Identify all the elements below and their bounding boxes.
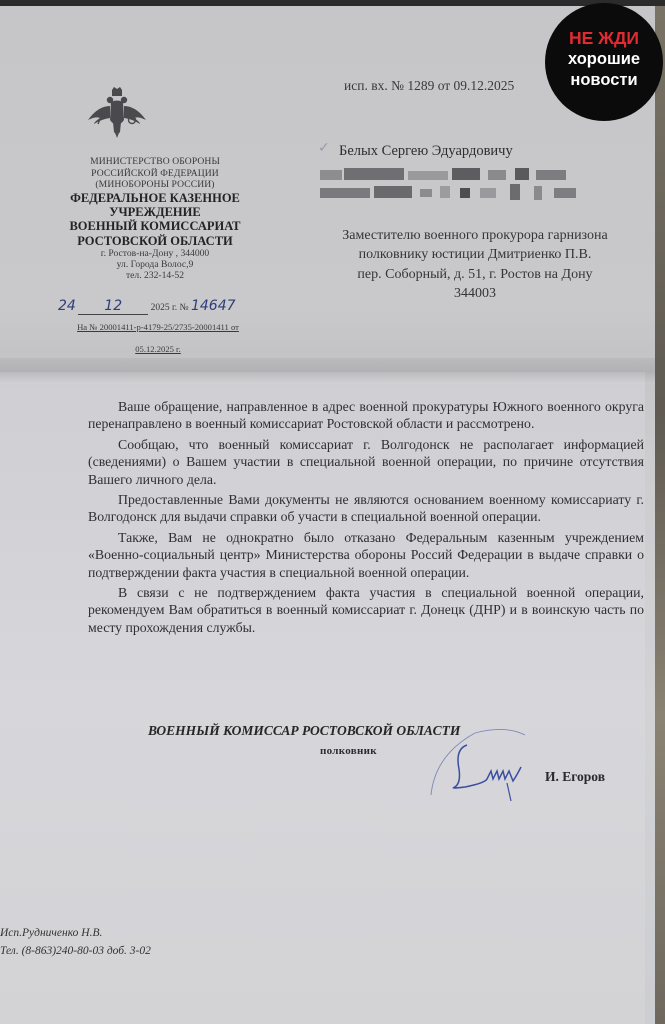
badge-line-1: НЕ ЖДИ — [568, 27, 640, 48]
institution-name-line: РОСТОВСКОЙ ОБЛАСТИ — [77, 233, 233, 248]
body-paragraph: Сообщаю, что военный комиссариат г. Волгодонск не располагает информацией (сведениями) о Вашем участии в специальной военной операции, по причине отсутствия Вашего личного дела. — [88, 436, 644, 487]
outgoing-registration-line — [58, 298, 258, 322]
body-paragraph: Ваше обращение, направленное в адрес военной прокуратуры Южного военного округа перенаправлено в военный комиссариат Ростовской области и рассмотрено. — [88, 399, 644, 432]
registration-day: 24 — [58, 298, 76, 314]
top-edge-shadow — [0, 0, 665, 6]
ministry-name-line: (МИНОБОРОНЫ РОССИИ) — [95, 179, 215, 190]
check-mark-icon: ✓ — [318, 140, 330, 156]
executor-info — [0, 925, 151, 961]
reference-date: 05.12.2025 г. — [135, 344, 181, 354]
news-channel-badge — [545, 3, 663, 121]
double-headed-eagle-emblem-icon — [86, 86, 148, 148]
signatory-name: И. Егоров — [545, 769, 606, 784]
institution-name-line: УЧРЕЖДЕНИЕ — [109, 204, 201, 219]
executor-name: Исп.Рудниченко Н.В. — [0, 927, 103, 939]
institution-name-line: ФЕДЕРАЛЬНОЕ КАЗЕННОЕ — [70, 190, 240, 205]
registration-month: 12 — [104, 298, 123, 314]
recipient-name: Белых Сергею Эдуардовичу — [339, 143, 513, 159]
sender-phone-line: тел. 232-14-52 — [125, 270, 184, 282]
body-paragraph: Также, Вам не однократно было отказано Федеральным казенным учреждением «Военно-социальный центр» Министерства обороны Россий Федерации в выдаче справки о подтверждении факта участия в специальной военной операции. — [88, 529, 644, 580]
badge-line-3: новости — [570, 71, 638, 90]
reference-number: На № 20001411-р-4179-25/2735-20001411 от — [77, 322, 239, 332]
signatory-rank: полковник — [320, 745, 377, 757]
executor-phone: Тел. (8-863)240-80-03 доб. 3-02 — [0, 944, 151, 957]
redacted-recipient-address — [320, 168, 600, 208]
addressee-postcode: 344003 — [454, 285, 496, 301]
ministry-name-line: РОССИЙСКОЙ ФЕДЕРАЦИИ — [91, 167, 219, 179]
registration-month-field — [78, 298, 148, 315]
addressee-block — [290, 226, 660, 303]
sender-letterhead — [42, 156, 268, 281]
sender-address-line: г. Ростов-на-Дону , 344000 — [100, 248, 210, 259]
signatory-title: ВОЕННЫЙ КОМИССАР РОСТОВСКОЙ ОБЛАСТИ — [148, 723, 461, 738]
addressee-line: Заместителю военного прокурора гарнизона — [342, 228, 608, 243]
body-paragraph: Предоставленные Вами документы не являются основанием военному комиссариату г. Волгодонск для выдачи справки об участи в специальной военной операции. — [88, 492, 644, 525]
badge-line-2: хорошие — [567, 49, 641, 68]
handwritten-signature-icon — [425, 725, 535, 805]
fold-line — [0, 358, 655, 384]
sender-address-line: ул. Города Волос,9 — [116, 259, 194, 271]
addressee-line: пер. Соборный, д. 51, г. Ростов на Дону — [357, 266, 593, 282]
registration-year-label: 2025 г. № — [150, 303, 189, 313]
body-paragraph: В связи с не подтверждением факта участия в специальной военной операции, рекомендуем Вам обратиться в военный комиссариат г. Донецк (ДНР) и в воинскую часть по месту прохождения службы. — [88, 585, 644, 635]
registration-number: 14647 — [190, 298, 236, 314]
institution-name-line: ВОЕННЫЙ КОМИССАРИАТ — [69, 219, 241, 234]
addressee-line: полковнику юстиции Дмитриенко П.В. — [358, 247, 592, 263]
letter-body — [88, 398, 644, 636]
incoming-registration: исп. вх. № 1289 от 09.12.2025 — [344, 78, 515, 93]
ministry-name-line: МИНИСТЕРСТВО ОБОРОНЫ — [90, 156, 220, 167]
